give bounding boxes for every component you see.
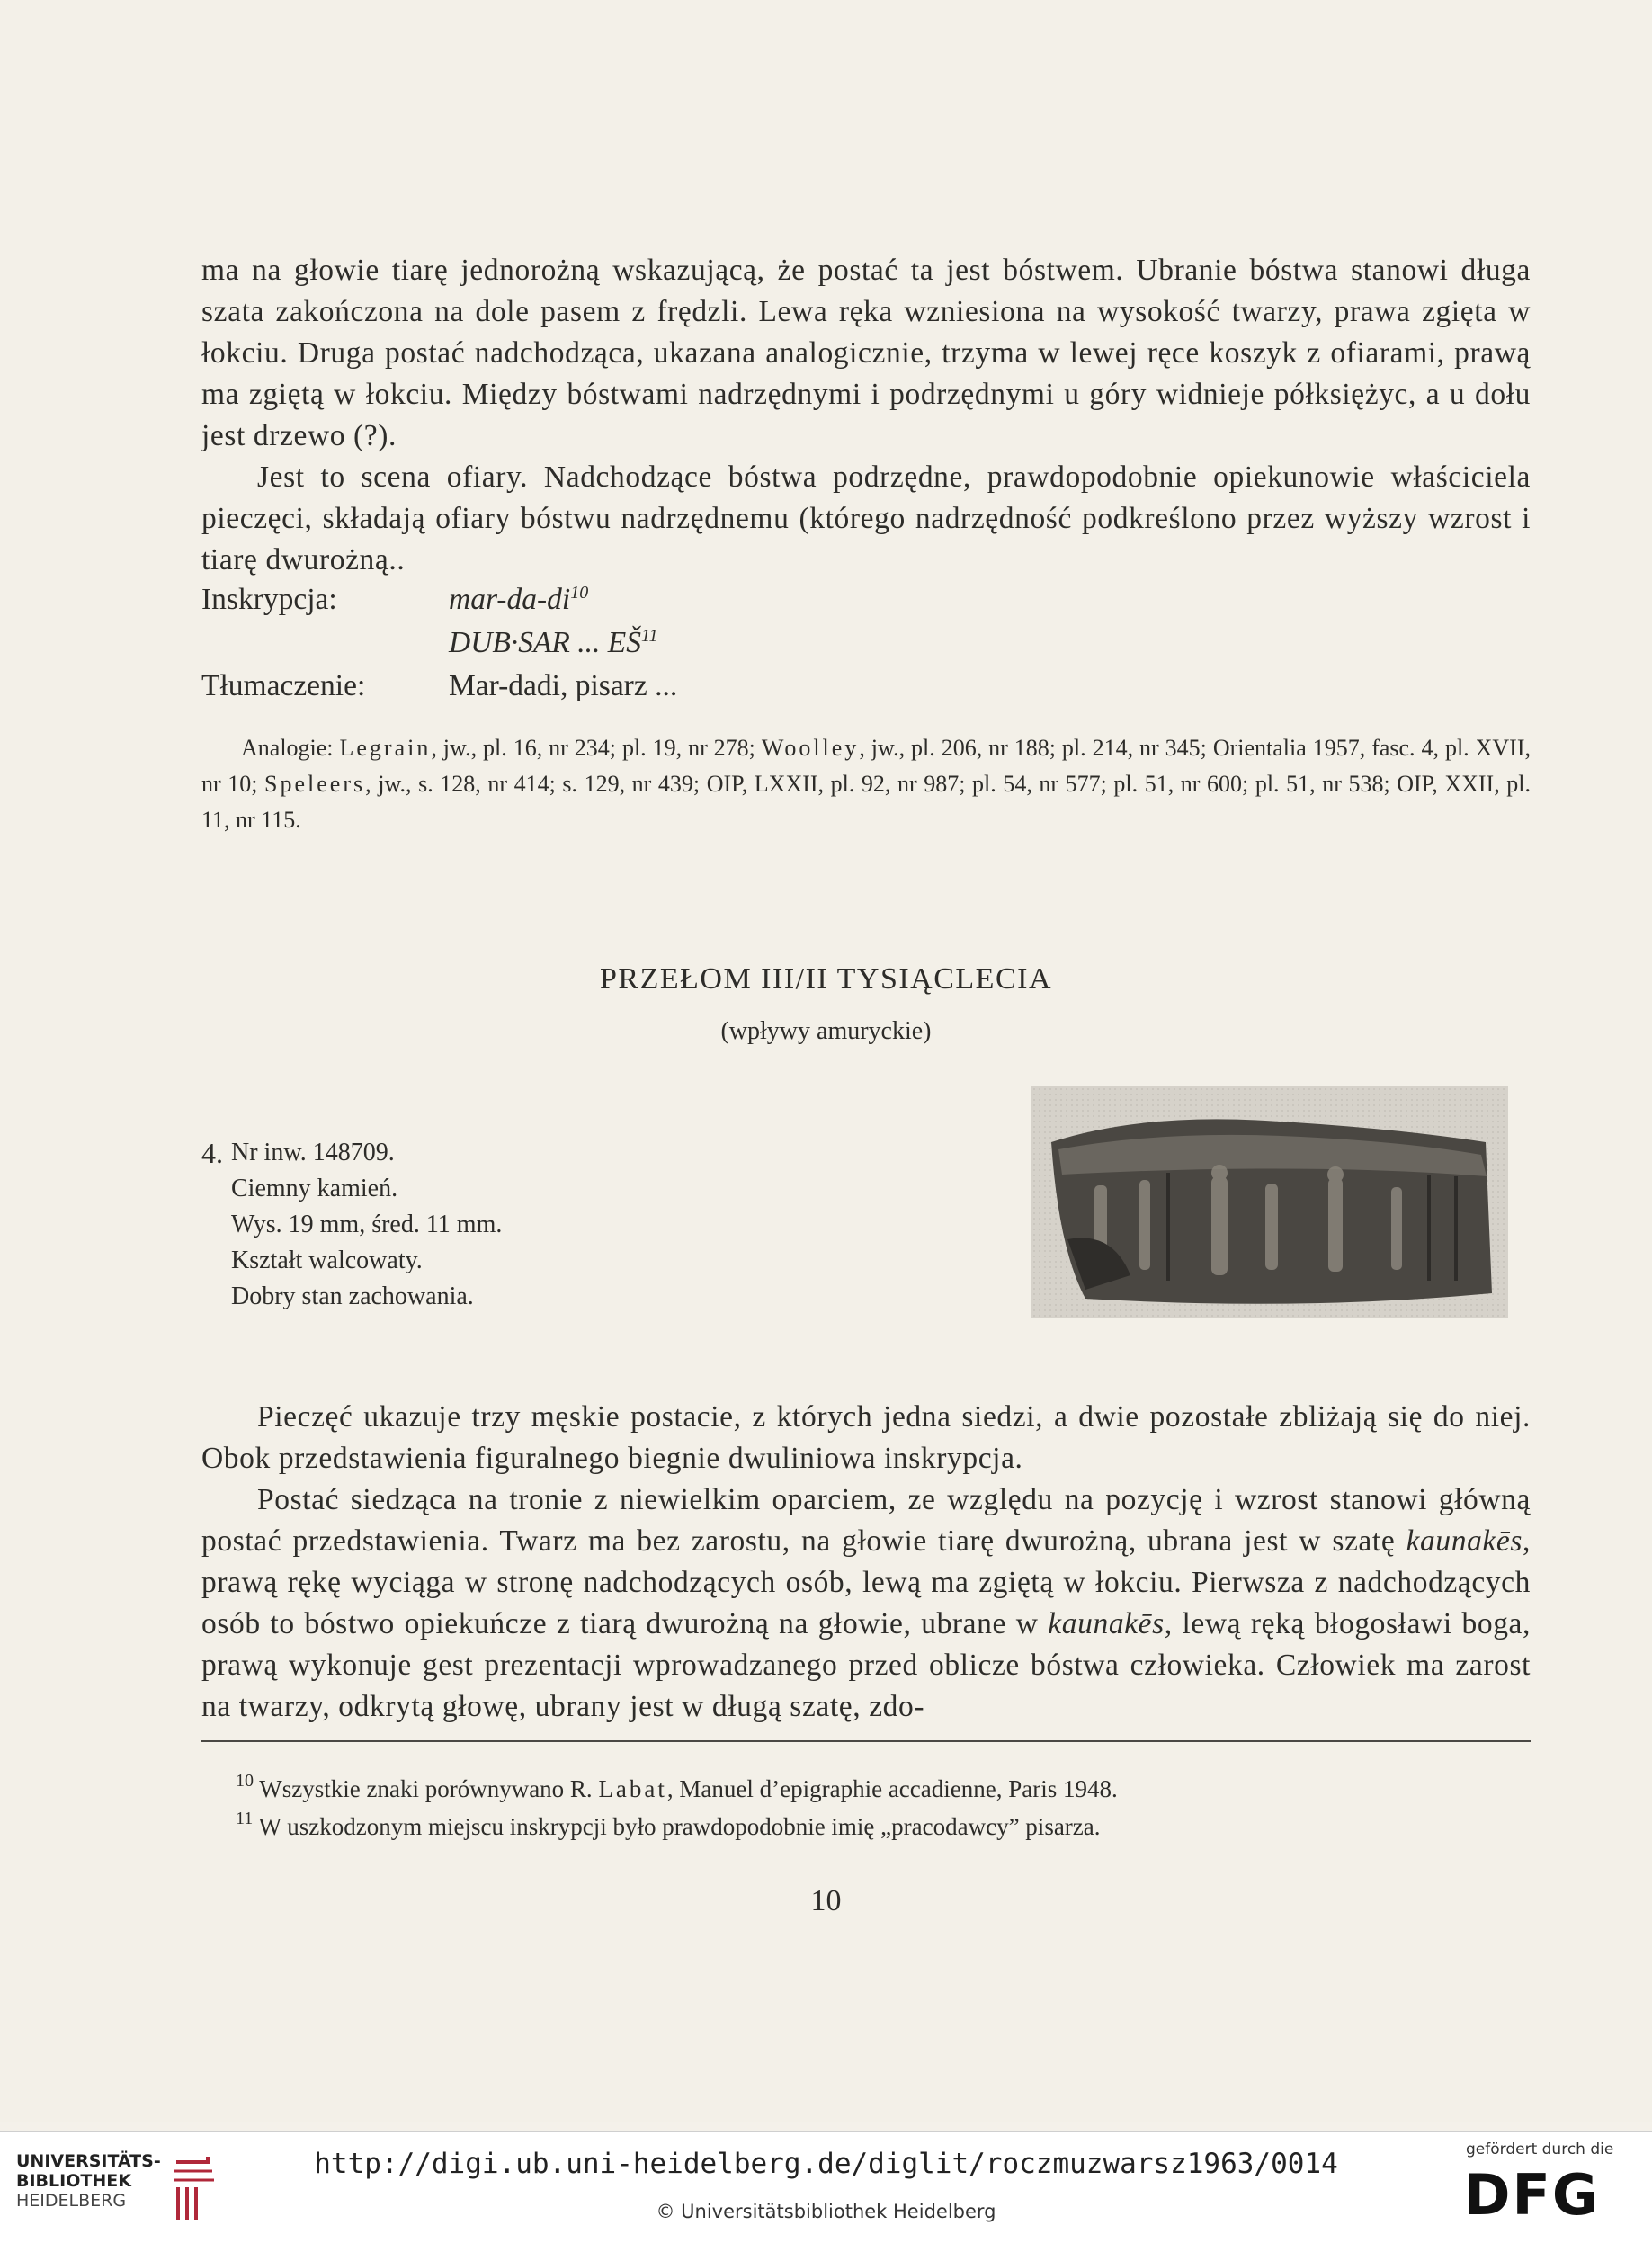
seal-photograph — [1031, 1086, 1508, 1318]
footnote-ref: 10 — [570, 583, 589, 603]
inscription-label: Inskrypcja: — [201, 583, 337, 616]
analogies-text: Analogie: Legrain, jw., pl. 16, nr 234; pl. 19, nr 278; Woolley, jw., pl. 206, nr 188; pl. 214, nr 345; Orientalia 1957, fasc. 4, pl. XVII, nr 10; Speleers, jw., s. 128, nr 414; s. 129, nr 439; OIP, LXXII, pl. 92, nr 987; pl. 54, nr 577; pl. 51, nr 600; pl. 51, nr 538; OIP, XXII, pl. 11, nr 115. — [201, 735, 1531, 833]
item-line: Ciemny kamień. — [231, 1175, 398, 1202]
translation-label: Tłumaczenie: — [201, 669, 366, 702]
inscription-block — [201, 583, 1101, 712]
footnote-ref: 11 — [641, 626, 658, 646]
inscription-line-1: mar-$da-di^{10}$ — [449, 583, 589, 616]
item-line: Kształt walcowaty. — [231, 1247, 423, 1274]
permalink-url[interactable]: http://digi.ub.uni-heidelberg.de/diglit/roczmuzwarsz1963/0014 — [314, 2148, 1338, 2180]
item-line: Wys. 19 mm, śred. 11 mm. — [231, 1211, 503, 1238]
library-name-line: BIBLIOTHEK — [16, 2171, 131, 2191]
dfg-wordmark: DFG — [1464, 2162, 1600, 2228]
inscription-line-2: DUB·SAR ... EŠ$^{11}$ — [449, 626, 658, 659]
item-number: 4. — [201, 1137, 223, 1169]
translation-text: Mar-dadi, pisarz ... — [449, 669, 678, 702]
paragraph: Jest to scena ofiary. Nadchodzące bóstwa podrzędne, prawdopodobnie opiekunowie właściciela pieczęci, składają ofiary bóstwu nadrzędnemu (którego nadrzędność podkreślono przez wyższy wzrost i tiarę dwurożną.. — [201, 460, 1531, 576]
item-line: Nr inw. 148709. — [231, 1139, 395, 1166]
body-text-bottom — [201, 1397, 1531, 1728]
footnote: $^{10}$ Wszystkie znaki porównywano R. Labat, Manuel d’epigraphie accadienne, Paris 1948. — [236, 1771, 1118, 1802]
library-name-line: HEIDELBERG — [16, 2191, 127, 2211]
body-text-top — [201, 250, 1531, 581]
section-title: PRZEŁOM III/II TYSIĄCLECIA — [600, 962, 1052, 996]
paragraph: ma na głowie tiarę jednorożną wskazującą, że postać ta jest bóstwem. Ubranie bóstwa stanowi długa szata zakończona na dole pasem z frędzli. Lewa ręka wzniesiona na wysokość twarzy, prawa zgięta w łokciu. Druga postać nadchodząca, ukazana analogicznie, trzyma w lewej ręce koszyk z ofiarami, prawą ma zgiętą w łokciu. Między bóstwami nadrzędnymi i podrzędnymi u góry widnieje półksiężyc, a u dołu jest drzewo (?). — [201, 254, 1531, 452]
section-subtitle: (wpływy amuryckie) — [720, 1017, 932, 1045]
library-name-line: UNIVERSITÄTS- — [16, 2151, 161, 2171]
footnotes — [201, 1770, 1531, 1845]
funded-by-text: gefördert durch die — [1466, 2140, 1614, 2158]
copyright-text: © Universitätsbibliothek Heidelberg — [656, 2201, 996, 2222]
paragraph: Postać siedząca na tronie z niewielkim oparciem, ze względu na pozycję i wzrost stanowi główną postać przedstawienia. Twarz ma bez zarostu, na głowie tiarę dwurożną, ubrana jest w szatę kaunakēs, prawą rękę wyciąga w stronę nadchodzących osób, lewą ma zgiętą w łokciu. Pierwsza z nadchodzących osób to bóstwo opiekuńcze z tiarą dwurożną na głowie, ubrane w kaunakēs, lewą ręką błogosławi boga, prawą wykonuje gest prezentacji wprowadzanego przed oblicze bóstwa człowieka. Człowiek ma zarost na twarzy, odkrytą głowę, ubrany jest w długą szatę, zdo- — [201, 1483, 1531, 1723]
analogies-block — [201, 730, 1531, 838]
dfg-logo[interactable] — [1457, 2140, 1637, 2235]
item-line: Dobry stan zachowania. — [231, 1282, 474, 1310]
footnote-rule — [201, 1740, 1531, 1742]
page-number: 10 — [810, 1884, 842, 1917]
footnote: $^{11}$ W uszkodzonym miejscu inskrypcji było prawdopodobnie imię „pracodawcy” pisarza. — [236, 1809, 1101, 1840]
paragraph: Pieczęć ukazuje trzy męskie postacie, z których jedna siedzi, a dwie pozostałe zbliżają się do niej. Obok przedstawienia figuralnego biegnie dwuliniowa inskrypcja. — [201, 1400, 1531, 1475]
